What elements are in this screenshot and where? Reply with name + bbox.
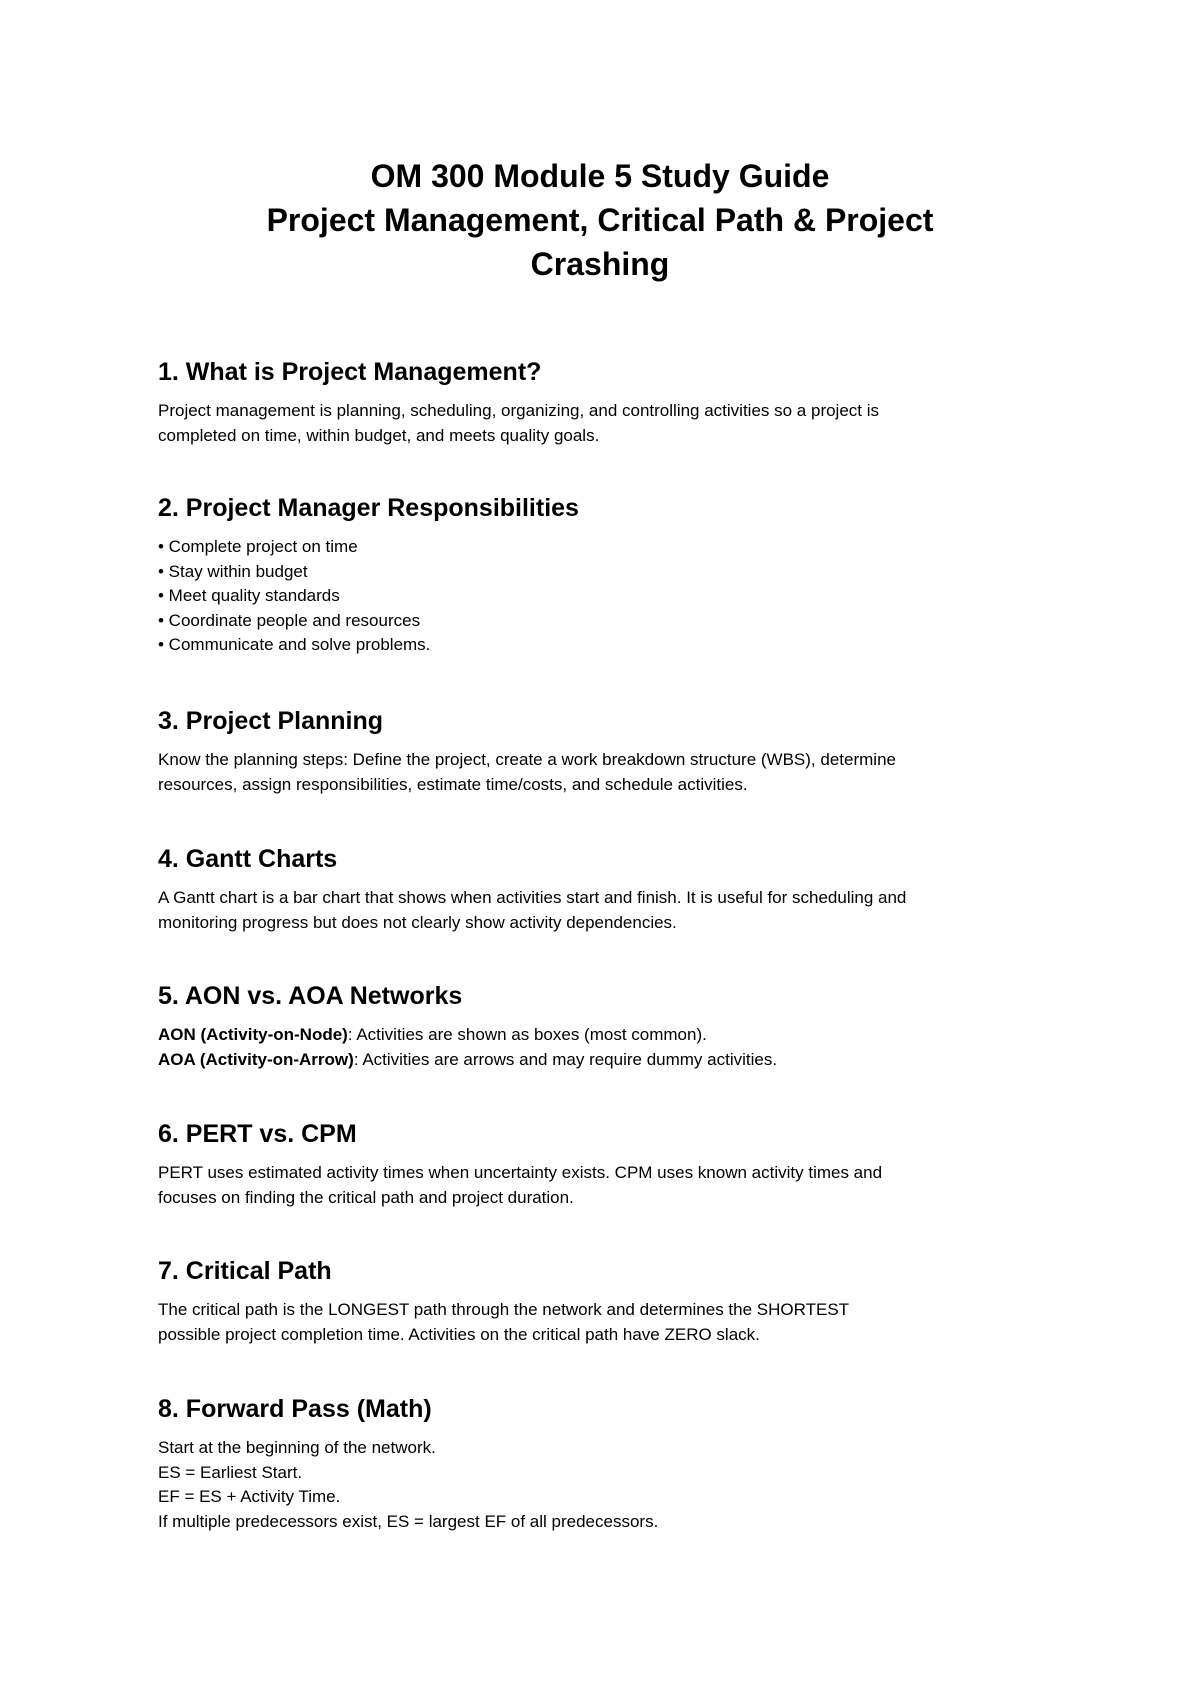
section-forward-pass [158, 1394, 1058, 1534]
section-heading: 1. What is Project Management? [158, 358, 542, 386]
document-title-line-1: OM 300 Module 5 Study Guide [370, 158, 830, 194]
section-what-is-project-management [158, 357, 1058, 448]
list-item: • Communicate and solve problems. [158, 635, 431, 654]
paragraph-line: resources, assign responsibilities, estimate time/costs, and schedule activities. [158, 774, 748, 794]
section-project-manager-responsibilities [158, 493, 1058, 658]
definition-term: AOA (Activity-on-Arrow) [158, 1049, 354, 1069]
section-heading: 2. Project Manager Responsibilities [158, 494, 579, 522]
definition-term: AON (Activity-on-Node) [158, 1025, 348, 1044]
list-item: • Coordinate people and resources [158, 610, 421, 630]
definition-line [158, 1048, 1058, 1073]
section-project-planning [158, 706, 1058, 797]
definition-line [158, 1023, 1058, 1048]
paragraph-line: PERT uses estimated activity times when uncertainty exists. CPM uses known activity times and [158, 1163, 883, 1182]
section-heading: 7. Critical Path [158, 1257, 332, 1285]
paragraph-line: possible project completion time. Activities on the critical path have ZERO slack. [158, 1324, 760, 1344]
definition-text: : Activities are arrows and may require dummy activities. [353, 1049, 778, 1069]
paragraph-line: Project management is planning, scheduling, organizing, and controlling activities so a project is [158, 401, 880, 420]
paragraph-line: ES = Earliest Start. [158, 1462, 303, 1482]
section-heading: 6. PERT vs. CPM [158, 1120, 357, 1148]
section-heading: 5. AON vs. AOA Networks [158, 982, 463, 1010]
paragraph-line: completed on time, within budget, and meets quality goals. [158, 425, 600, 445]
section-paragraph [158, 1023, 1058, 1072]
paragraph-line: monitoring progress but does not clearly show activity dependencies. [158, 912, 677, 932]
list-item: • Meet quality standards [158, 586, 340, 605]
section-paragraph [158, 1298, 1058, 1347]
paragraph-line: Know the planning steps: Define the project, create a work breakdown structure (WBS), determine [158, 750, 896, 769]
document-title-line-2: Project Management, Critical Path & Project [266, 202, 934, 238]
paragraph-line: A Gantt chart is a bar chart that shows when activities start and finish. It is useful for scheduling and [158, 888, 907, 907]
section-gantt-charts [158, 844, 1058, 935]
definition-text: : Activities are shown as boxes (most common). [347, 1025, 707, 1044]
responsibilities-list [158, 535, 1058, 658]
paragraph-line: focuses on finding the critical path and project duration. [158, 1187, 574, 1207]
section-paragraph [158, 399, 1058, 448]
section-paragraph [158, 1436, 1058, 1534]
section-paragraph [158, 886, 1058, 935]
document-title-line-3: Crashing [530, 246, 670, 282]
section-heading: 3. Project Planning [158, 707, 384, 735]
paragraph-line: The critical path is the LONGEST path through the network and determines the SHORTEST [158, 1300, 850, 1319]
list-item: • Stay within budget [158, 561, 308, 581]
section-heading: 4. Gantt Charts [158, 845, 338, 873]
section-heading: 8. Forward Pass (Math) [158, 1395, 432, 1423]
paragraph-line: Start at the beginning of the network. [158, 1438, 436, 1457]
section-pert-vs-cpm [158, 1119, 1058, 1210]
paragraph-line: EF = ES + Activity Time. [158, 1487, 341, 1506]
section-critical-path [158, 1256, 1058, 1347]
section-paragraph [158, 748, 1058, 797]
section-paragraph [158, 1161, 1058, 1210]
paragraph-line: If multiple predecessors exist, ES = largest EF of all predecessors. [158, 1511, 659, 1531]
list-item: • Complete project on time [158, 537, 358, 556]
section-aon-vs-aoa-networks [158, 981, 1058, 1072]
